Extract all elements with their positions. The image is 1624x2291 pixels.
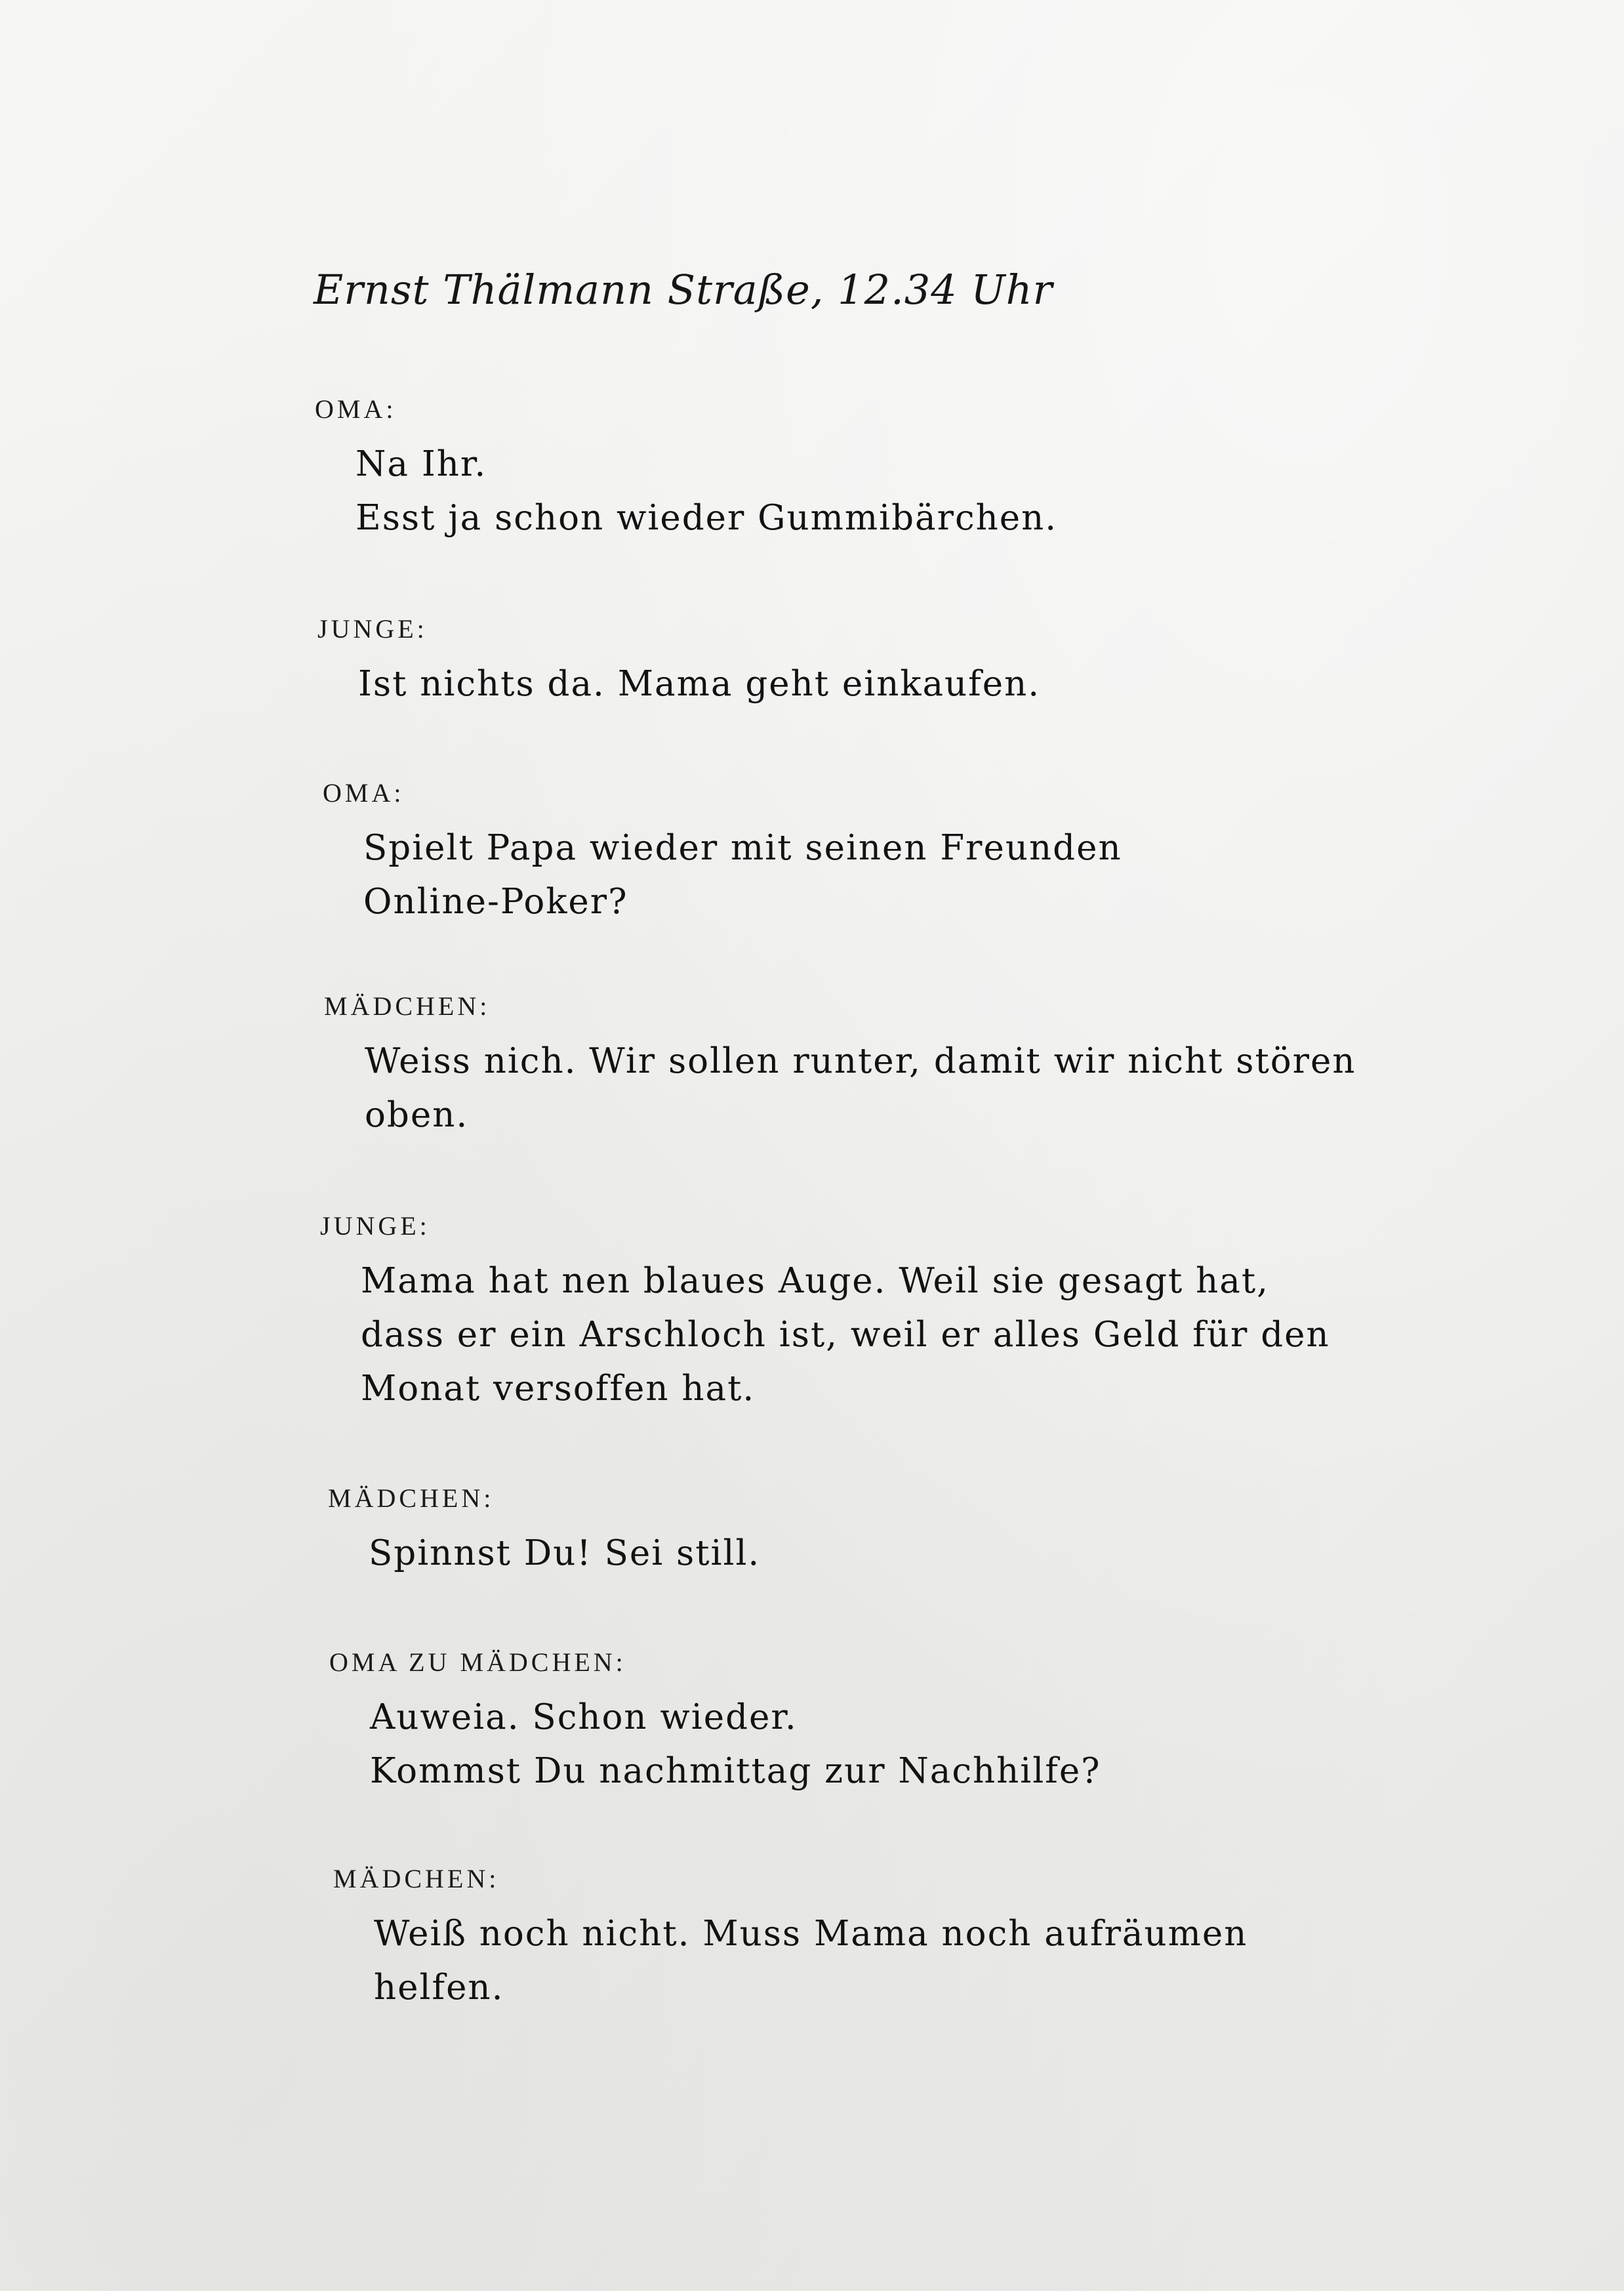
dialogue-lines [365,1035,1356,1142]
dialogue-line: Spinnst Du! Sei still. [369,1533,761,1573]
speaker-label: JUNGE: [317,614,428,644]
dialogue-line: oben. [365,1095,469,1135]
speaker-label: OMA: [315,394,397,424]
dialogue-lines [358,657,1040,711]
dialogue-line: Mama hat nen blaues Auge. Weil sie gesagt hat, [361,1261,1270,1301]
dialogue-line: Esst ja schon wieder Gummibärchen. [355,498,1058,538]
dialogue-lines [361,1254,1330,1416]
dialogue-block-oma-2 [323,777,1122,929]
dialogue-block-maedchen-2 [328,1483,760,1580]
dialogue-line: Weiß noch nicht. Muss Mama noch aufräumen [374,1914,1248,1954]
dialogue-line: Kommst Du nachmittag zur Nachhilfe? [370,1751,1101,1791]
dialogue-lines [355,438,1057,545]
dialogue-lines [370,1691,1101,1798]
dialogue-lines [363,821,1122,929]
dialogue-line: Online-Poker? [363,882,628,922]
dialogue-lines [374,1907,1248,2015]
dialogue-line: dass er ein Arschloch ist, weil er alles Geld für den [361,1315,1330,1355]
speaker-label: MÄDCHEN: [324,991,491,1021]
dialogue-line: Spielt Papa wieder mit seinen Freunden [363,828,1122,868]
speaker-label: JUNGE: [320,1211,430,1241]
dialogue-block-oma-zu-maedchen [329,1647,1101,1798]
speaker-label: MÄDCHEN: [333,1864,500,1893]
speaker-label: OMA ZU MÄDCHEN: [329,1647,626,1677]
dialogue-line: Na Ihr. [355,444,487,484]
dialogue-block-oma-1 [315,394,1057,545]
dialogue-block-maedchen-3 [333,1863,1248,2015]
dialogue-block-maedchen-1 [324,991,1356,1142]
scene-heading: Ernst Thälmann Straße, 12.34 Uhr [314,266,1053,314]
dialogue-line: Weiss nich. Wir sollen runter, damit wir nicht stören [365,1041,1356,1081]
dialogue-line: Auweia. Schon wieder. [370,1697,798,1737]
dialogue-lines [369,1527,760,1580]
dialogue-block-junge-1 [317,613,1040,711]
dialogue-line: helfen. [374,1968,504,2008]
dialogue-line: Monat versoffen hat. [361,1369,756,1409]
dialogue-block-junge-2 [320,1210,1330,1416]
speaker-label: OMA: [323,778,405,808]
dialogue-line: Ist nichts da. Mama geht einkaufen. [358,664,1041,704]
speaker-label: MÄDCHEN: [328,1483,495,1513]
